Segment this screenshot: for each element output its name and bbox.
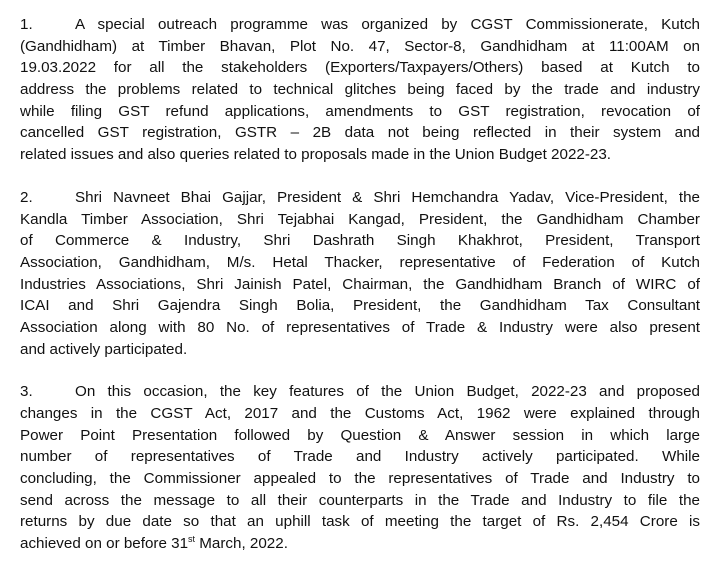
paragraph-1-line-3: 19.03.2022 for all the stakeholders (Exporters/Taxpayers/Others) based at Kutch to xyxy=(20,59,700,77)
paragraph-1-line-2: (Gandhidham) at Timber Bhavan, Plot No. 47, Sector-8, Gandhidham at 11:00AM on xyxy=(20,37,700,55)
paragraph-3-number: 3. xyxy=(20,383,33,401)
paragraph-3-line-8 xyxy=(20,533,700,555)
paragraph-1-line-5: while filing GST refund applications, amendments to GST registration, revocation of xyxy=(20,102,700,120)
paragraph-3-line-4: number of representatives of Trade and Industry actively participated. While xyxy=(20,448,700,466)
final-line-after: March, 2022. xyxy=(195,535,288,553)
paragraph-1-number: 1. xyxy=(20,16,33,33)
paragraph-1-line-6: cancelled GST registration, GSTR – 2B data not being reflected in their system and xyxy=(20,124,700,142)
paragraph-3-line-6: send across the message to all their counterparts in the Trade and Industry to file the xyxy=(20,491,700,509)
paragraph-2-line-2: Kandla Timber Association, Shri Tejabhai Kangad, President, the Gandhidham Chamber xyxy=(20,210,700,228)
paragraph-3-line-5: concluding, the Commissioner appealed to the representatives of Trade and Industry to xyxy=(20,470,700,488)
paragraph-2-line-4: Association, Gandhidham, M/s. Hetal Thacker, representative of Federation of Kutch xyxy=(20,253,700,271)
document-body xyxy=(20,14,700,576)
paragraph-2-line-1-text: Shri Navneet Bhai Gajjar, President & Shri Hemchandra Yadav, Vice-President, the xyxy=(75,188,700,206)
paragraph-2-line-3: of Commerce & Industry, Shri Dashrath Singh Khakhrot, President, Transport xyxy=(20,232,700,250)
final-line-superscript: st xyxy=(188,534,196,545)
paragraph-3-line-7: returns by due date so that an uphill task of meeting the target of Rs. 2,454 Crore is xyxy=(20,513,700,531)
paragraph-3 xyxy=(20,381,700,555)
paragraph-2 xyxy=(20,187,700,361)
paragraph-1 xyxy=(20,14,700,166)
paragraph-1-line-1 xyxy=(20,14,700,36)
paragraph-3-line-1 xyxy=(20,381,700,403)
final-line-before: achieved on or before 31 xyxy=(20,535,189,553)
paragraph-2-line-7: Association along with 80 No. of representatives of Trade & Industry were also present xyxy=(20,318,700,336)
paragraph-3-line-1-text: On this occasion, the key features of the Union Budget, 2022-23 and proposed xyxy=(75,383,700,401)
paragraph-3-line-3: Power Point Presentation followed by Question & Answer session in which large xyxy=(20,426,700,444)
paragraph-1-line-4: address the problems related to technical glitches being faced by the trade and industry xyxy=(20,81,700,99)
paragraph-2-line-5: Industries Associations, Shri Jainish Patel, Chairman, the Gandhidham Branch of WIRC of xyxy=(20,275,700,293)
paragraph-1-line-7: related issues and also queries related to proposals made in the Union Budget 2022-23. xyxy=(20,146,612,164)
paragraph-2-number: 2. xyxy=(20,188,33,206)
paragraph-3-line-2: changes in the CGST Act, 2017 and the Customs Act, 1962 were explained through xyxy=(20,405,700,422)
paragraph-1-line-1-text: A special outreach programme was organized by CGST Commissionerate, Kutch xyxy=(75,16,700,33)
paragraph-2-line-1 xyxy=(20,187,700,209)
paragraph-2-line-8: and actively participated. xyxy=(20,340,188,358)
paragraph-2-line-6: ICAI and Shri Gajendra Singh Bolia, President, the Gandhidham Tax Consultant xyxy=(20,297,700,315)
